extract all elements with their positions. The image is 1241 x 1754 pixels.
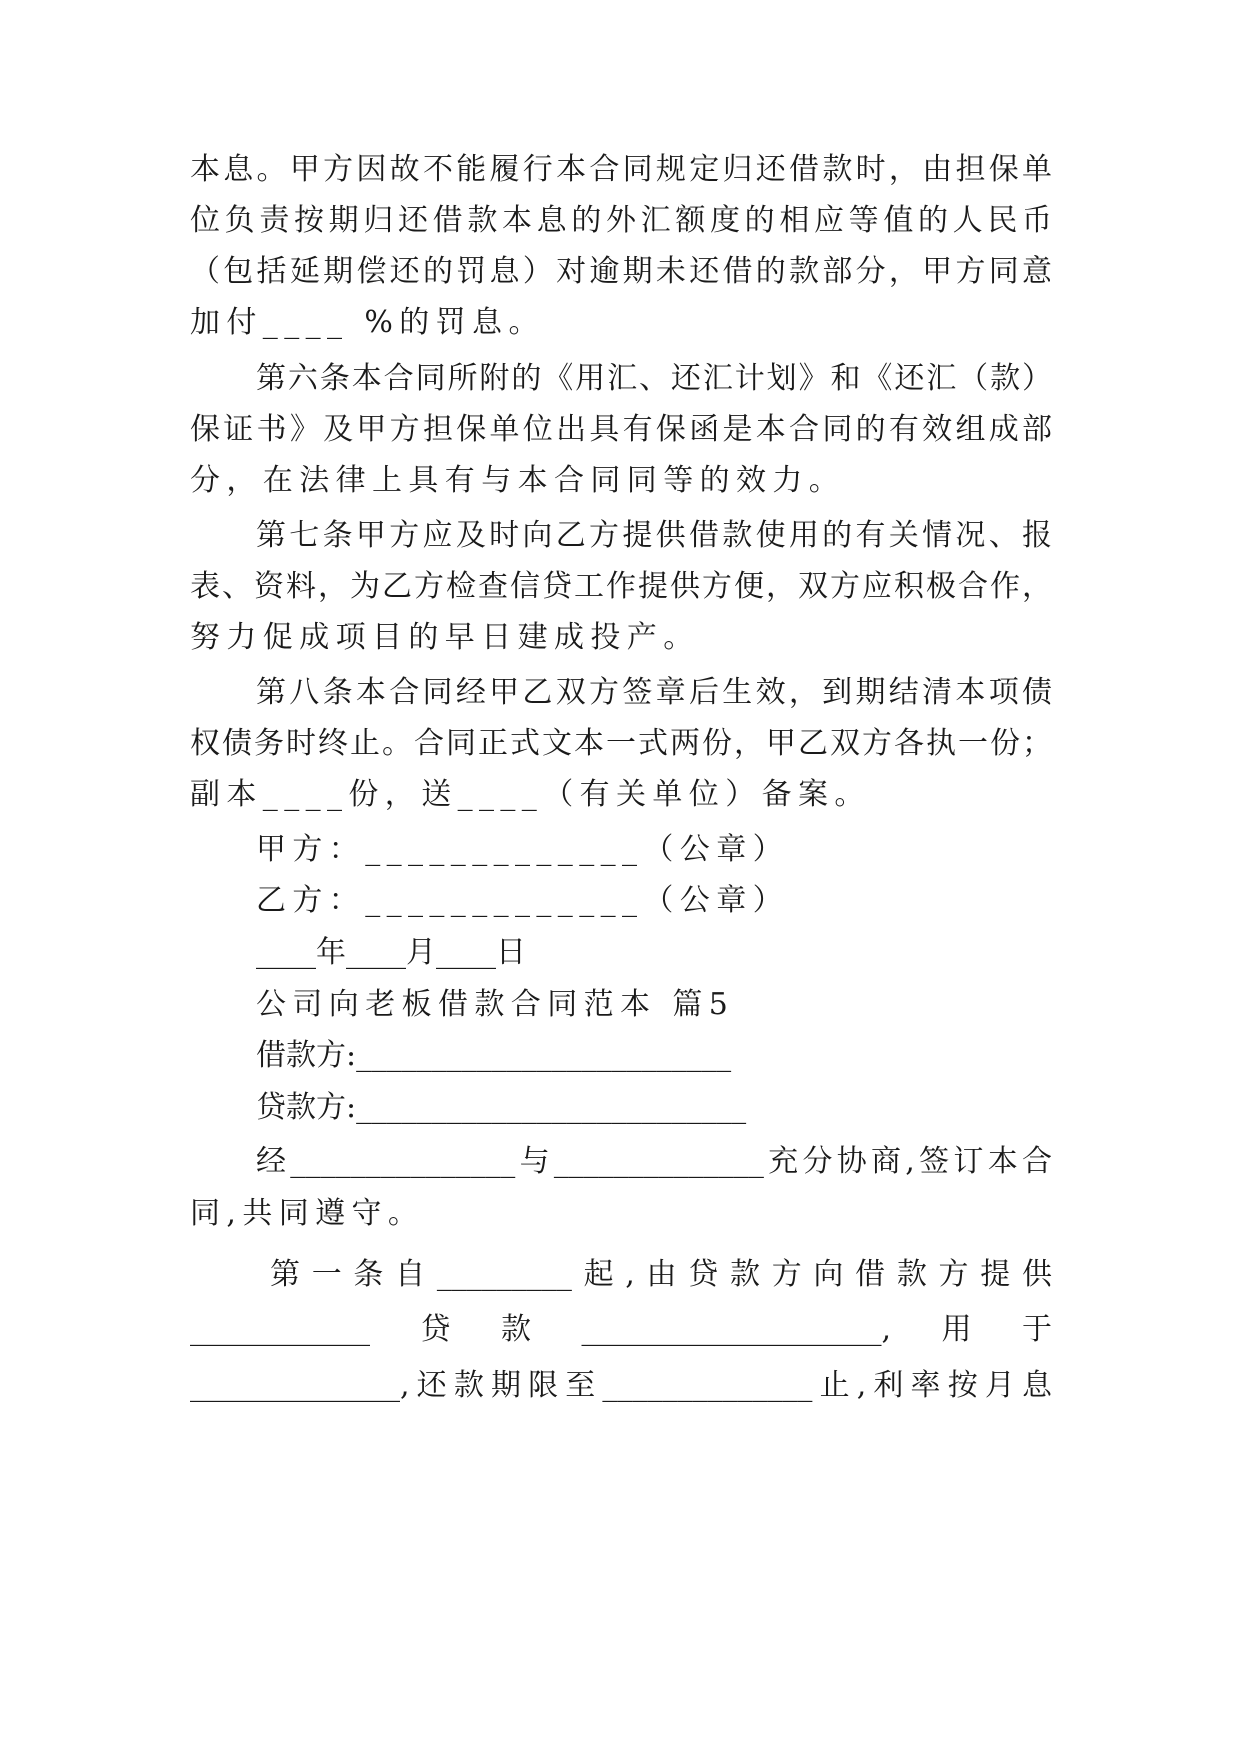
party-a-signature: 甲方：_____________（公章）: [256, 832, 789, 867]
article-1-start: 第一条自_________起,由贷款方向借款方提供: [270, 1257, 1052, 1292]
party-b-signature: 乙方：_____________（公章）: [256, 883, 789, 918]
text-line: ____________贷款____________________,用于: [190, 1312, 1052, 1347]
text-line: 努力促成项目的早日建成投产。: [190, 620, 700, 655]
text-line: 分，在法律上具有与本合同同等的效力。: [190, 463, 846, 498]
text-line: 同,共同遵守。: [190, 1196, 425, 1231]
text-line: 保证书》及甲方担保单位出具有保函是本合同的有效组成部: [190, 412, 1052, 447]
lender-field: 贷款方:__________________________: [256, 1090, 747, 1125]
text-line: 表、资料，为乙方检查信贷工作提供方便，双方应积极合作，: [190, 569, 1052, 604]
text-line: 加付____ %的罚息。: [190, 305, 545, 340]
text-line: （包括延期偿还的罚息）对逾期未还借的款部分，甲方同意: [190, 254, 1052, 289]
article-7-start: 第七条甲方应及时向乙方提供借款使用的有关情况、报: [256, 518, 1052, 553]
text-line: ______________,还款期限至______________止,利率按月息: [190, 1368, 1052, 1403]
date-line: ____年____月____日: [256, 935, 526, 970]
text-line: 位负责按期归还借款本息的外汇额度的相应等值的人民币: [190, 203, 1052, 238]
text-line: 副本____份，送____（有关单位）备案。: [190, 777, 871, 812]
text-line: 经_______________与______________充分协商,签订本合: [256, 1144, 1052, 1179]
article-6-start: 第六条本合同所附的《用汇、还汇计划》和《还汇（款）: [256, 361, 1052, 396]
article-8-start: 第八条本合同经甲乙双方签章后生效，到期结清本项债: [256, 675, 1052, 710]
text-line: 本息。甲方因故不能履行本合同规定归还借款时，由担保单: [190, 152, 1052, 187]
borrower-field: 借款方:_________________________: [256, 1038, 732, 1073]
text-line: 权债务时终止。合同正式文本一式两份，甲乙双方各执一份；: [190, 726, 1052, 761]
section-title: 公司向老板借款合同范本 篇5: [256, 987, 735, 1022]
